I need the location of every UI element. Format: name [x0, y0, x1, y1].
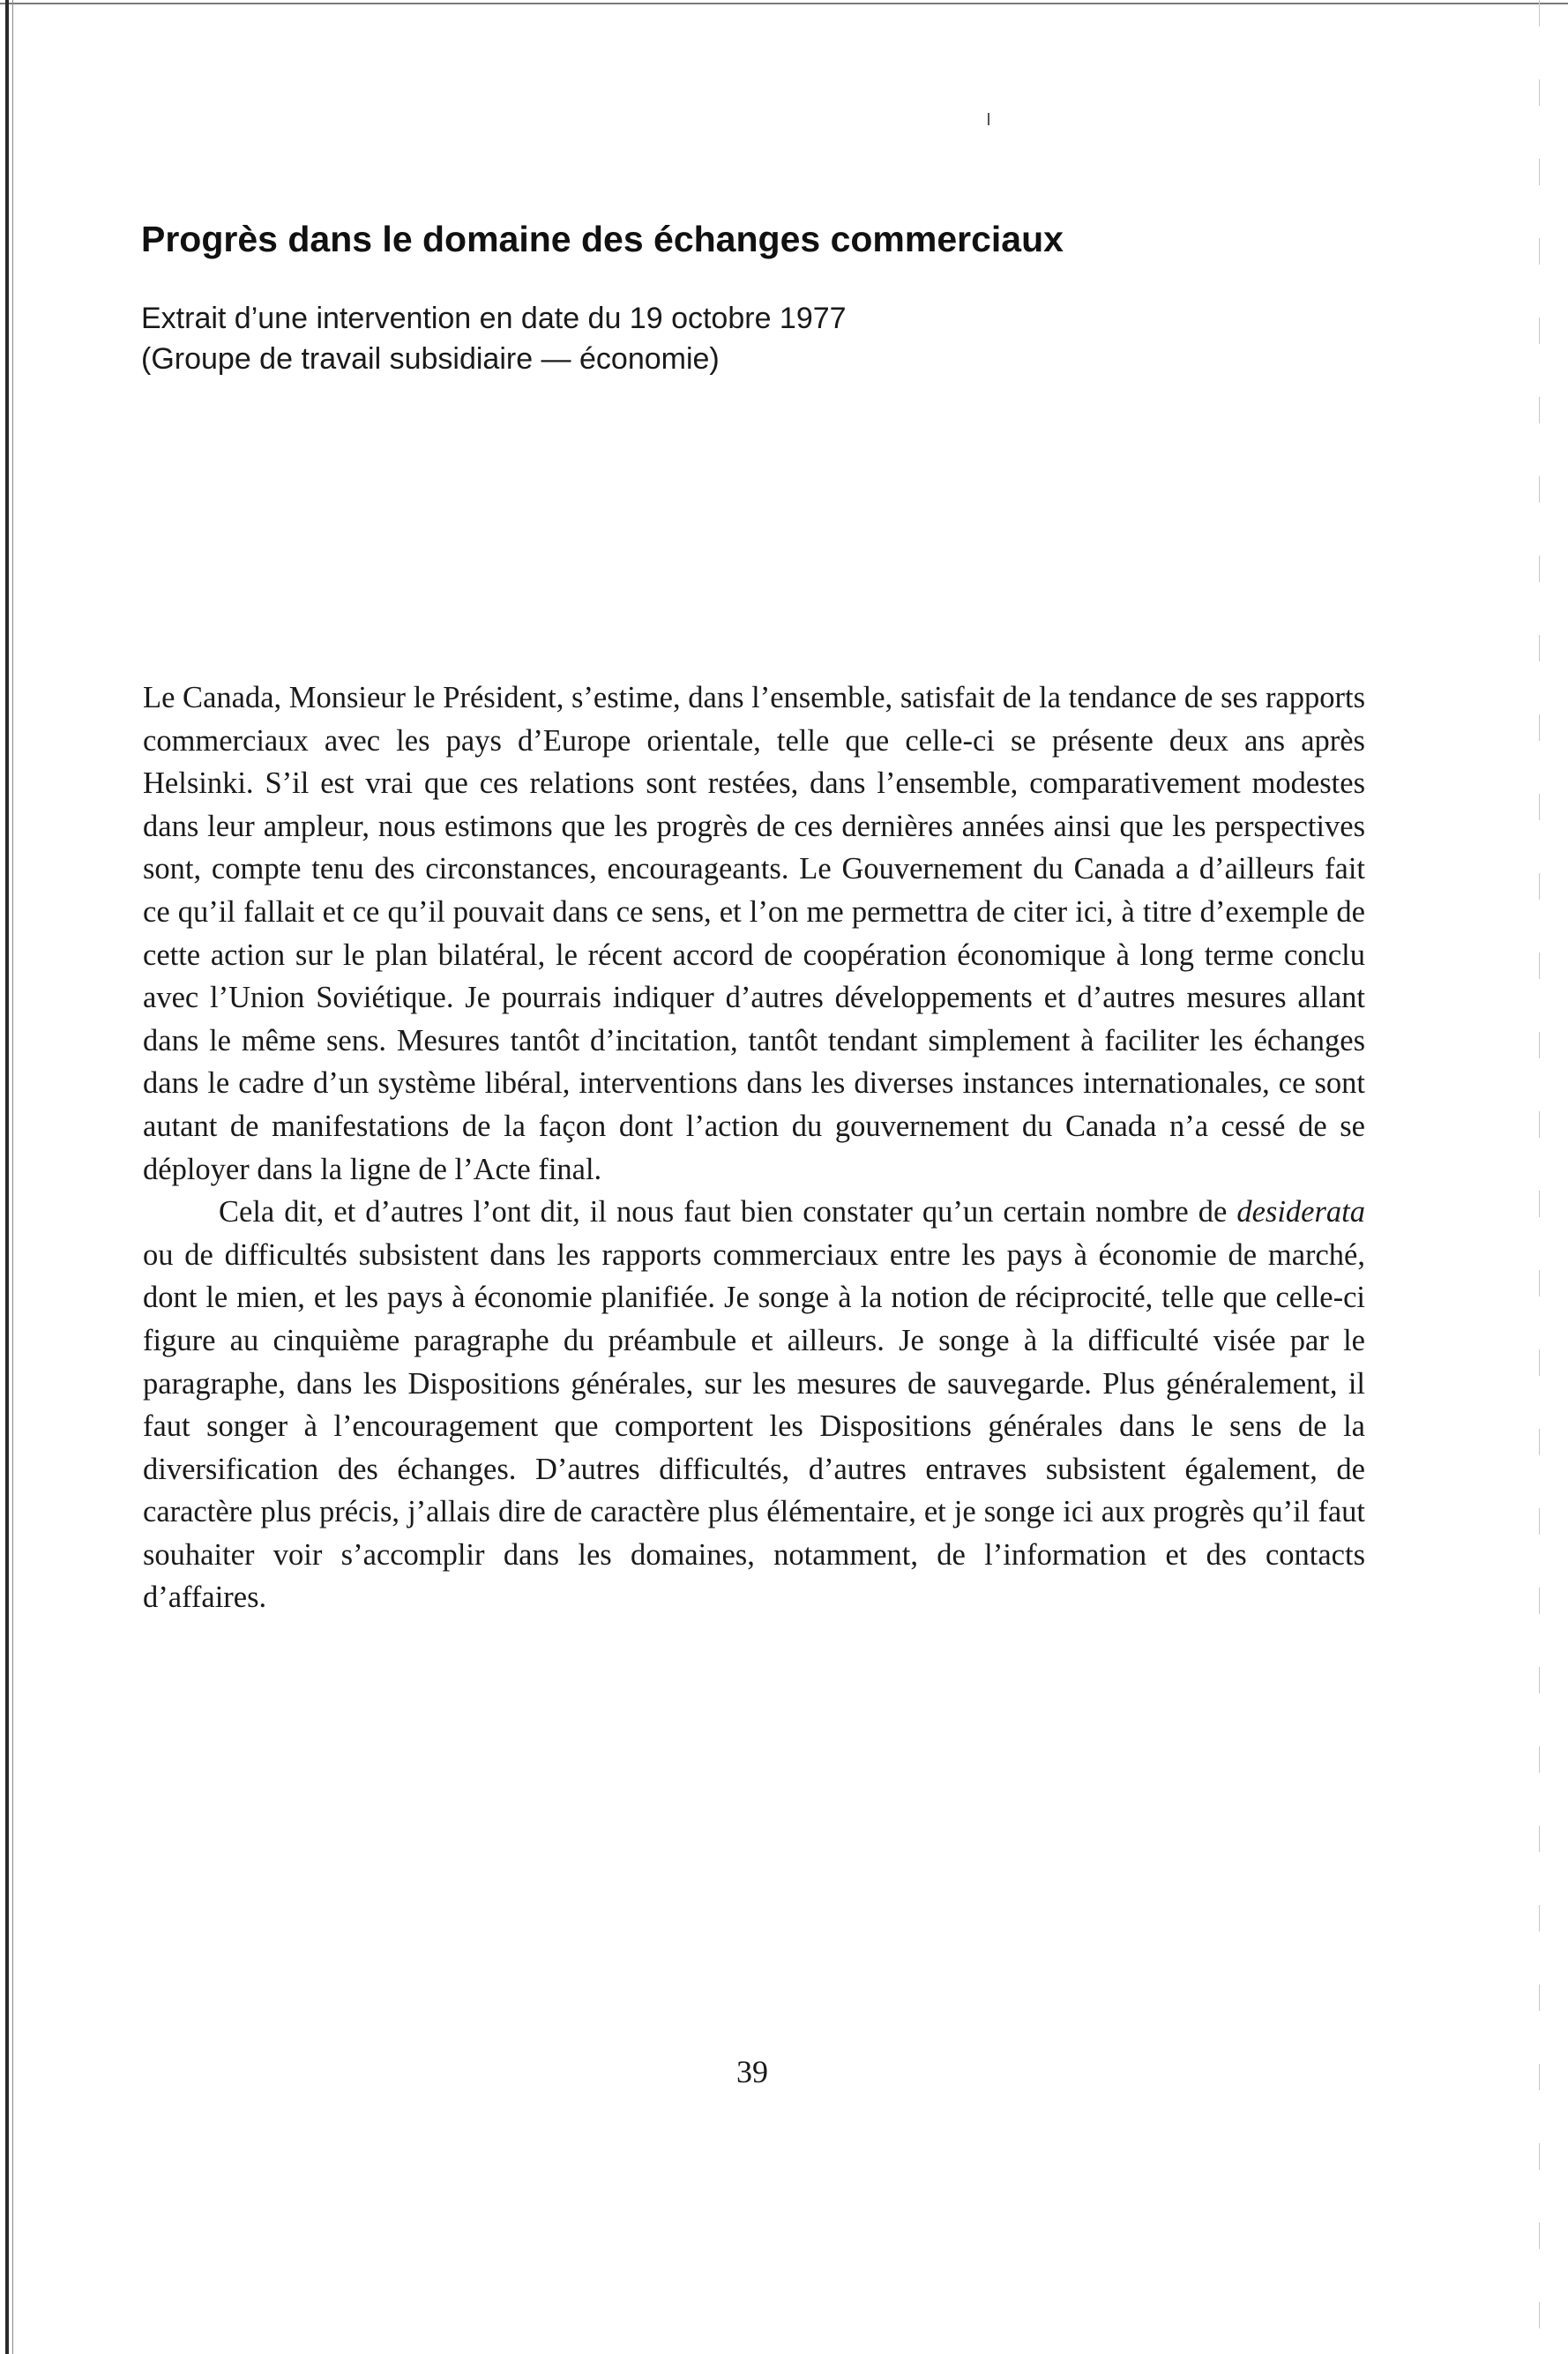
italic-term: desiderata: [1236, 1195, 1365, 1229]
scan-edge-top: [0, 3, 1568, 4]
subtitle: [141, 298, 1464, 379]
subtitle-line: Extrait d’une intervention en date du 19 octobre 1977: [141, 302, 847, 335]
body-text: [143, 676, 1365, 1619]
scan-speck: [988, 113, 989, 125]
scan-edge-right: [1539, 0, 1540, 2354]
scan-edge-left: [5, 0, 9, 2354]
subtitle-line: (Groupe de travail subsidiaire — économie): [141, 342, 720, 376]
scan-edge-left-thin: [12, 0, 13, 2354]
page-title: Progrès dans le domaine des échanges commerciaux: [141, 219, 1064, 259]
paragraph: Le Canada, Monsieur le Président, s’estime, dans l’ensemble, satisfait de la tendance de ses rapports commerciaux avec les pays d’Europe orientale, telle que celle-ci se présente deux ans après Helsinki. S’il est vrai que ces relations sont restées, dans l’ensemble, comparativement modestes dans leur ampleur, nous estimons que les progrès de ces dernières années ainsi que les perspectives sont, compte tenu des circonstances, encourageants. Le Gouvernement du Canada a d’ailleurs fait ce qu’il fallait et ce qu’il pouvait dans ce sens, et l’on me permettra de citer ici, à titre d’exemple de cette action sur le plan bilatéral, le récent accord de coopération économique à long terme conclu avec l’Union Soviétique. Je pourrais indiquer d’autres développements et d’autres mesures allant dans le même sens. Mesures tantôt d’incitation, tantôt tendant simplement à faciliter les échanges dans le cadre d’un système libéral, interventions dans les diverses instances internationales, ce sont autant de manifestations de la façon dont l’action du gouvernement du Canada n’a cessé de se déployer dans la ligne de l’Acte final.: [143, 681, 1365, 1186]
page-number: 39: [736, 2054, 768, 2089]
paragraph: Cela dit, et d’autres l’ont dit, il nous faut bien constater qu’un certain nombre de desiderata ou de difficultés subsistent dans les rapports commerciaux entre les pays à économie de marché, dont le mien, et les pays à économie planifiée. Je songe à la notion de réciprocité, telle que celle-ci figure au cinquième paragraphe du préambule et ailleurs. Je songe à la difficulté visée par le paragraphe, dans les Dispositions générales, sur les mesures de sauvegarde. Plus généralement, il faut songer à l’encouragement que comportent les Dispositions générales dans le sens de la diversification des échanges. D’autres difficultés, d’autres entraves subsistent également, de caractère plus précis, j’allais dire de caractère plus élémentaire, et je songe ici aux progrès qu’il faut souhaiter voir s’accomplir dans les domaines, notamment, de l’information et des contacts d’affaires.: [143, 1195, 1365, 1615]
